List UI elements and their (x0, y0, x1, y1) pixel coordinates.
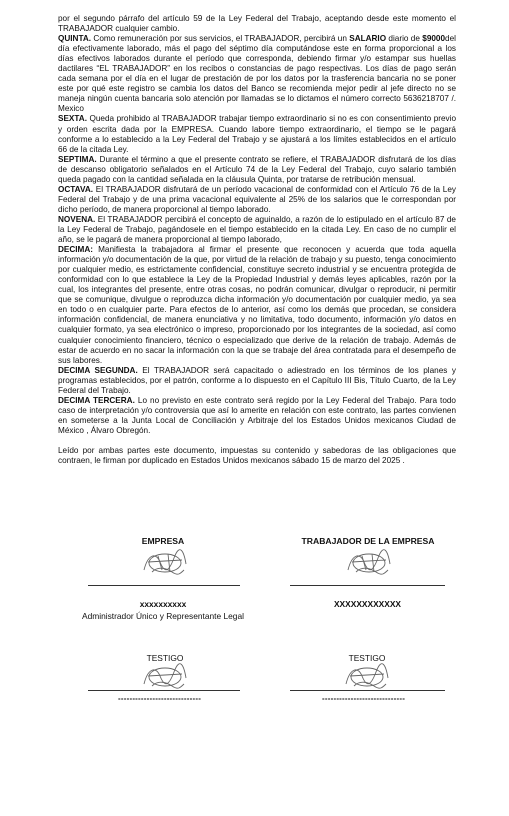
trabajador-signature-mark (342, 548, 396, 578)
testigo-1-signature-mark (138, 662, 192, 692)
clause-text: diario de (386, 34, 423, 44)
clause-quinta (58, 34, 456, 114)
clause-label: SEXTA. (58, 114, 87, 124)
salary-label: SALARIO (349, 34, 387, 44)
empresa-title: EMPRESA (141, 536, 185, 546)
clause-decima-segunda (58, 366, 456, 396)
closing-statement (58, 446, 456, 466)
empresa-name: xxxxxxxxxx (139, 599, 187, 609)
clause-label: QUINTA. (58, 34, 92, 44)
clause-text: del día efectivamente laborado, más el pago del séptimo día computándose este en forma proporcional a los días efectivos laborados durante el período que corresponda, debiendo firmar y/o estampar sus huellas dactilares “EL TRABAJADOR” en los recibos o constancias de pago respectivas. Los días de pago serán cada semana por el día en el lugar de prestación de por los datos por la trasferencia bancaria no se poner este por qué este registro se cambia los datos del Banco se recomienda mejor pedir al jefe directo no se maneja ningún cuenta bancaria solo atención por llamadas se lo dictamos el número correcto 5636218707 /. Mexico (58, 34, 456, 114)
clause-text: Lo no previsto en este contrato será regido por la Ley Federal del Trabajo. Para todo caso de interpretación y/o controversia que así lo amerite en relación con este contrato, las partes convienen en someterse a la Junta Local de Conciliación y Arbitraje del los Estados Unidos mexicanos Ciudad de México , Álvaro Obregón. (58, 395, 456, 435)
clause-novena (58, 215, 456, 245)
clause-text: Durante el término a que el presente contrato se refiere, el TRABAJADOR disfrutará de los días de descanso obligatorio señalados en el Artículo 74 de la Ley Federal del Trabajo, cuyo salario también queda pagado con la cantidad señalada en la cláusula Quinta, por tratarse de retribución mensual. (58, 154, 456, 184)
empresa-role: Administrador Único y Representante Legal (81, 611, 244, 621)
clause-text: Manifiesta la trabajadora al firmar el presente que reconocen y acuerda que toda aquella información y/o documentación de la que, por virtud de la relación de trabajo y su puesto, tenga conocimiento por cualquier medio, es estrictamente confidencial, constituye secreto industrial y se encuentra protegida de conformidad con lo que establece la Ley de la Propiedad Industrial y demás leyes aplicables, razón por la cual, los integrantes del presente, entre otras cosas, no podrán comunicar, divulgar o reproducir, ni permitir que se comunique, divulgue o reproduzca dicha información y/o documentación por cualquier medio, ya sea en todo o en cualquier parte. Para efectos de lo anterior, así como los demás que procedan, se considera información confidencial, de manera enunciativa y no limitativa, todo documento, información y/o datos en cualquier formato, ya sea electrónico o impreso, proporcionado por los integrantes de la sociedad, así como cualquier conocimiento financiero, técnico o especializado que derive de la relación de trabajo. Además de estar de acuerdo en no sacar la información con la que se trabaje del área contratada para el desempeño de sus labores. (58, 245, 456, 365)
clause-text: Como remuneración por sus servicios, el TRABAJADOR, percibirá un (91, 34, 350, 44)
closing-text: Leído por ambas partes este documento, impuestas su contenido y sabedoras de las obligaciones que contraen, le firman por duplicado en Estados Unidos mexicanos sábado 15 de marzo del 2025 . (58, 445, 456, 466)
contract-body (58, 14, 456, 466)
clause-septima (58, 155, 456, 185)
trabajador-name: XXXXXXXXXXXX (333, 599, 402, 609)
testigo-2-label: TESTIGO (348, 653, 386, 663)
testigo-1-label: TESTIGO (146, 653, 184, 663)
clause-label: DECIMA: (58, 245, 94, 255)
clause-sexta (58, 114, 456, 154)
clause-text: El TRABAJADOR disfrutará de un período vacacional de conformidad con el Artículo 76 de la Ley Federal del Trabajo y de una prima vacacional equivalente al 25% de los salarios que le correspondan por dicho período, de manera proporcional al tiempo laborado. (58, 184, 456, 214)
testigo-2-signature-line (290, 690, 445, 691)
trabajador-signature-line (290, 585, 445, 586)
empresa-signature-line (88, 585, 240, 586)
salary-amount: $9000 (422, 34, 446, 44)
clause-decima (58, 245, 456, 366)
clause-text: Queda prohibido al TRABAJADOR trabajar tiempo extraordinario si no es con consentimiento previo y orden escrita dada por la EMPRESA. Cuando labore tiempo extraordinario, el tiempo se le pagará conforme a lo establecido a la Ley Federal del Trabajo y se ajustará a los límites establecidos en el artículo 66 de la citada Ley. (58, 114, 456, 154)
clause-label: OCTAVA. (58, 184, 94, 194)
testigo-2-signature-mark (340, 662, 394, 692)
testigo-1-signature-line (88, 690, 240, 691)
clause-label: NOVENA. (58, 214, 96, 224)
paragraph-text: por el segundo párrafo del artículo 59 de la Ley Federal del Trabajo, aceptando desde este momento el TRABAJADOR cualquier cambio. (58, 14, 456, 34)
clause-decima-tercera (58, 396, 456, 436)
clause-label: SEPTIMA. (58, 154, 97, 164)
testigo-2-name-placeholder: ----------------------------- (322, 694, 406, 703)
paragraph-continuation (58, 14, 456, 34)
trabajador-title: TRABAJADOR DE LA EMPRESA (301, 536, 435, 546)
clause-text: El TRABAJADOR será capacitado o adiestrado en los términos de los planes y programas establecidos, por el patrón, conforme a lo dispuesto en el Capítulo III Bis, Título Cuarto, de la Ley Federal del Trabajo. (58, 365, 456, 395)
clause-label: DECIMA SEGUNDA. (58, 365, 138, 375)
clause-label: DECIMA TERCERA. (58, 395, 135, 405)
clause-octava (58, 185, 456, 215)
clause-text: El TRABAJADOR percibirá el concepto de aguinaldo, a razón de lo estipulado en el artículo 87 de la Ley Federal de Trabajo, pagándosele en el tiempo establecido en la citada Ley. En caso de no cumplir el año, se le pagará de manera proporcional al tiempo laborado, (58, 214, 456, 245)
empresa-signature-mark (138, 548, 192, 578)
testigo-1-name-placeholder: ----------------------------- (118, 694, 202, 703)
